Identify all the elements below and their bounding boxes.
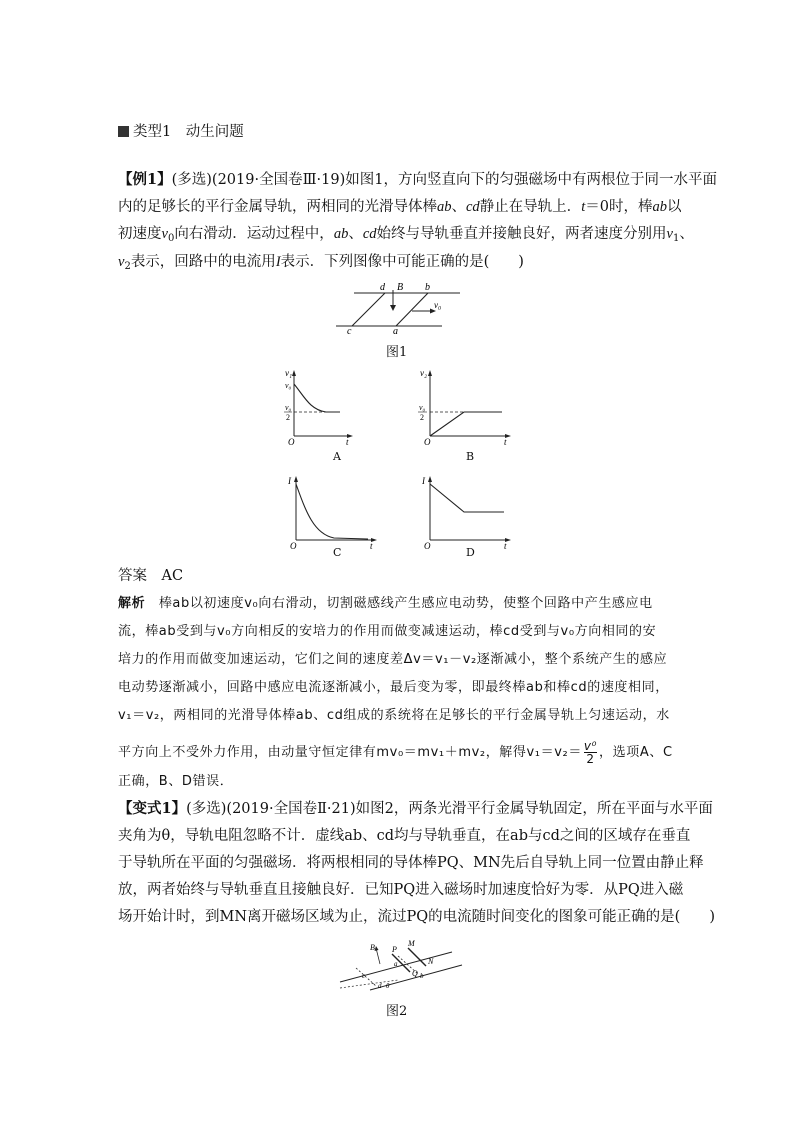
graph-b-origin: O [424, 437, 431, 446]
graph-b-x-label: t [504, 437, 507, 446]
graph-c-x-label: t [370, 541, 373, 550]
graph-a-half-den: 2 [286, 413, 290, 422]
section-heading [118, 120, 244, 141]
analysis-line-4: 电动势逐渐减小，回路中感应电流逐渐减小，最后变为零，即最终棒ab和棒cd的速度相同， [118, 680, 669, 695]
analysis-line-5: v₁＝v₂，两相同的光滑导体棒ab、cd组成的系统将在足够长的平行金属导轨上匀速运动，水 [118, 708, 670, 723]
graph-a [282, 366, 354, 446]
variant-line-5: 场开始计时，到MN离开磁场区域为止，流过PQ的电流随时间变化的图象可能正确的是( ) [118, 909, 715, 925]
figure-2-caption: 图2 [386, 1004, 408, 1019]
graph-c [284, 472, 380, 550]
graph-c-curve [296, 484, 368, 539]
section-title: 类型1 动生问题 [133, 124, 244, 140]
graph-b [416, 366, 512, 446]
graph-c-letter: C [333, 546, 342, 559]
svg-text:B: B [370, 943, 375, 952]
graph-d [418, 472, 514, 550]
graph-d-y-label: I [422, 476, 425, 486]
label-a: a [393, 326, 398, 334]
svg-text:Q: Q [412, 969, 418, 978]
graph-a-y-label: v₁ [285, 368, 293, 378]
graph-a-half-num: v₀ [285, 403, 292, 412]
example-line-3: 初速度$v_0$向右滑动．运动过程中，ab、cd始终与导轨垂直并接触良好，两者速度分别用$v_1$、 [118, 226, 694, 244]
svg-text:N: N [428, 957, 434, 966]
analysis-line-7: 正确，B、D错误． [118, 774, 234, 789]
rod-ab [396, 293, 428, 326]
graph-a-curve [294, 384, 340, 412]
answer-label: 答案 [118, 568, 147, 584]
graph-a-letter: A [333, 450, 341, 463]
graph-b-y-label: v₂ [420, 368, 428, 378]
svg-text:P: P [392, 945, 397, 954]
analysis-line-3: 培力的作用而做变加速运动，它们之间的速度差Δv＝v₁－v₂逐渐减小，整个系统产生的感应 [118, 652, 668, 667]
svg-text:a: a [394, 960, 398, 968]
variant-line-1: 【变式1】(多选)(2019·全国卷Ⅱ·21)如图2，两条光滑平行金属导轨固定，所在平面与水平面 [118, 800, 713, 817]
example-line-4: $v_2$表示，回路中的电流用I表示．下列图像中可能正确的是( ) [118, 254, 524, 272]
svg-text:θ: θ [386, 982, 390, 990]
analysis-line-2: 流，棒ab受到与v₀方向相反的安培力的作用而做变减速运动，棒cd受到与v₀方向相同的安 [118, 624, 657, 639]
graph-d-x-label: t [504, 541, 507, 550]
variant-line-4: 放，两者始终与导轨垂直且接触良好．已知PQ进入磁场时加速度恰好为零．从PQ进入磁 [118, 882, 684, 898]
graph-d-curve [430, 484, 504, 512]
example-tag: 【例1】 [118, 171, 172, 188]
label-v0: v₀ [434, 300, 442, 310]
graph-b-half-den: 2 [420, 413, 424, 422]
svg-text:M: M [408, 939, 415, 948]
section-square-icon [118, 126, 129, 137]
graph-b-curve [430, 412, 502, 436]
figure-1-caption: 图1 [386, 345, 408, 360]
rod-cd [352, 293, 385, 326]
field-arrow-head [390, 305, 396, 311]
example-line-1: 【例1】(多选)(2019·全国卷Ⅲ·19)如图1，方向竖直向下的匀强磁场中有两根位于同一水平面 [118, 171, 717, 188]
example-line-2: 内的足够长的平行金属导轨，两相同的光滑导体棒ab、cd静止在导轨上．t＝0时，棒ab以 [118, 199, 682, 215]
label-d: d [380, 282, 385, 293]
figure-2-diagram [336, 938, 466, 994]
variant-tag: 【变式1】 [118, 800, 187, 817]
variant-line-2: 夹角为θ，导轨电阻忽略不计．虚线ab、cd均与导轨垂直，在ab与cd之间的区域存在垂直 [118, 828, 691, 844]
analysis-label: 解析 [118, 596, 146, 611]
answer-line [118, 566, 678, 586]
graph-c-y-label: I [288, 476, 291, 486]
analysis-fraction: $\frac{\text{v⁰}}{2}$ [583, 739, 598, 766]
graph-a-y-top: v₀ [285, 381, 292, 390]
svg-text:d: d [378, 982, 382, 990]
svg-text:b: b [420, 972, 424, 980]
analysis-line-1: 解析 棒ab以初速度v₀向右滑动，切割磁感线产生感应电动势，使整个回路中产生感应电 [118, 596, 653, 611]
variant-line-3: 于导轨所在平面的匀强磁场．将两根相同的导体棒PQ、MN先后自导轨上同一位置由静止释 [118, 855, 704, 871]
label-b: b [425, 282, 430, 293]
graph-a-x-label: t [346, 437, 349, 446]
graph-a-origin: O [288, 437, 295, 446]
analysis-line-6: 平方向上不受外力作用，由动量守恒定律有mv₀＝mv₁＋mv₂，解得v₁＝v₂＝ $\frac{\text{v⁰}}{2}$ ，选项A、C [118, 739, 673, 766]
answer-value: AC [161, 568, 184, 584]
graph-d-origin: O [424, 541, 431, 550]
graph-c-origin: O [290, 541, 297, 550]
graph-d-letter: D [466, 546, 475, 559]
label-c: c [347, 326, 352, 334]
figure-1-diagram [330, 278, 470, 334]
graph-b-half-num: v₀ [419, 403, 426, 412]
label-B: B [397, 282, 404, 293]
svg-text:c: c [362, 972, 366, 980]
graph-b-letter: B [466, 450, 475, 463]
